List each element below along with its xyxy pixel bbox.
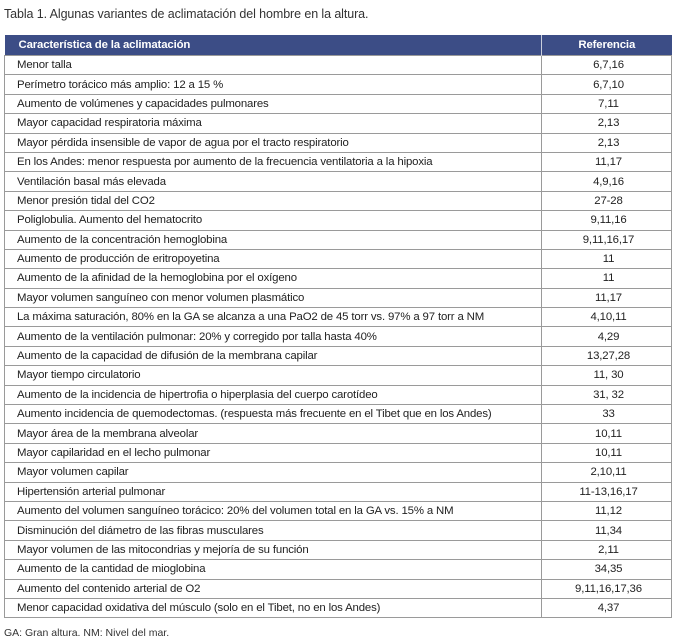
table-row bbox=[5, 327, 672, 346]
characteristic-cell: Aumento de la ventilación pulmonar: 20% y corregido por talla hasta 40% bbox=[5, 327, 542, 346]
table-row bbox=[5, 443, 672, 462]
reference-cell: 11,34 bbox=[542, 521, 672, 540]
header-characteristic: Característica de la aclimatación bbox=[5, 35, 542, 56]
characteristic-cell: Aumento de producción de eritropoyetina bbox=[5, 249, 542, 268]
table-row bbox=[5, 366, 672, 385]
table-row bbox=[5, 269, 672, 288]
table-header-row bbox=[5, 35, 672, 56]
reference-cell: 11,17 bbox=[542, 288, 672, 307]
table-row bbox=[5, 94, 672, 113]
characteristic-cell: Mayor área de la membrana alveolar bbox=[5, 424, 542, 443]
characteristic-cell: Poliglobulia. Aumento del hematocrito bbox=[5, 211, 542, 230]
characteristic-cell: Aumento del volumen sanguíneo torácico: 20% del volumen total en la GA vs. 15% a NM bbox=[5, 501, 542, 520]
table-row bbox=[5, 249, 672, 268]
characteristic-cell: Mayor capilaridad en el lecho pulmonar bbox=[5, 443, 542, 462]
reference-cell: 7,11 bbox=[542, 94, 672, 113]
characteristic-cell: Aumento de la afinidad de la hemoglobina por el oxígeno bbox=[5, 269, 542, 288]
table-row bbox=[5, 521, 672, 540]
characteristic-cell: Menor capacidad oxidativa del músculo (solo en el Tibet, no en los Andes) bbox=[5, 598, 542, 617]
table-row bbox=[5, 288, 672, 307]
table-caption: Tabla 1. Algunas variantes de aclimatación del hombre en la altura. bbox=[4, 7, 369, 21]
characteristic-cell: Aumento de la capacidad de difusión de la membrana capilar bbox=[5, 346, 542, 365]
characteristic-cell: Menor presión tidal del CO2 bbox=[5, 191, 542, 210]
reference-cell: 10,11 bbox=[542, 424, 672, 443]
characteristic-cell: Aumento del contenido arterial de O2 bbox=[5, 579, 542, 598]
table-row bbox=[5, 75, 672, 94]
table-row bbox=[5, 56, 672, 75]
characteristic-cell: Ventilación basal más elevada bbox=[5, 172, 542, 191]
characteristic-cell: Mayor pérdida insensible de vapor de agua por el tracto respiratorio bbox=[5, 133, 542, 152]
reference-cell: 11,17 bbox=[542, 152, 672, 171]
characteristic-cell: Aumento de volúmenes y capacidades pulmonares bbox=[5, 94, 542, 113]
reference-cell: 6,7,16 bbox=[542, 56, 672, 75]
reference-cell: 4,37 bbox=[542, 598, 672, 617]
table-row bbox=[5, 230, 672, 249]
reference-cell: 4,29 bbox=[542, 327, 672, 346]
reference-cell: 34,35 bbox=[542, 560, 672, 579]
characteristic-cell: Perímetro torácico más amplio: 12 a 15 % bbox=[5, 75, 542, 94]
table-row bbox=[5, 346, 672, 365]
characteristic-cell: Aumento de la cantidad de mioglobina bbox=[5, 560, 542, 579]
reference-cell: 9,11,16,17 bbox=[542, 230, 672, 249]
reference-cell: 2,11 bbox=[542, 540, 672, 559]
reference-cell: 11 bbox=[542, 269, 672, 288]
reference-cell: 13,27,28 bbox=[542, 346, 672, 365]
table-row bbox=[5, 560, 672, 579]
table-footnote: GA: Gran altura. NM: Nivel del mar. bbox=[4, 627, 170, 639]
table-row bbox=[5, 540, 672, 559]
characteristic-cell: Aumento de la concentración hemoglobina bbox=[5, 230, 542, 249]
characteristic-cell: Menor talla bbox=[5, 56, 542, 75]
table-body bbox=[5, 56, 672, 618]
table-row bbox=[5, 405, 672, 424]
table-row bbox=[5, 308, 672, 327]
table-row bbox=[5, 385, 672, 404]
table-row bbox=[5, 424, 672, 443]
reference-cell: 4,9,16 bbox=[542, 172, 672, 191]
reference-cell: 2,13 bbox=[542, 114, 672, 133]
characteristic-cell: Mayor tiempo circulatorio bbox=[5, 366, 542, 385]
reference-cell: 6,7,10 bbox=[542, 75, 672, 94]
reference-cell: 10,11 bbox=[542, 443, 672, 462]
characteristic-cell: La máxima saturación, 80% en la GA se alcanza a una PaO2 de 45 torr vs. 97% a 97 torr a NM bbox=[5, 308, 542, 327]
characteristic-cell: Disminución del diámetro de las fibras musculares bbox=[5, 521, 542, 540]
reference-cell: 9,11,16,17,36 bbox=[542, 579, 672, 598]
characteristic-cell: Mayor volumen sanguíneo con menor volumen plasmático bbox=[5, 288, 542, 307]
characteristic-cell: Mayor volumen capilar bbox=[5, 463, 542, 482]
table-row bbox=[5, 211, 672, 230]
header-reference: Referencia bbox=[542, 35, 672, 56]
table-row bbox=[5, 463, 672, 482]
table-row bbox=[5, 133, 672, 152]
reference-cell: 2,10,11 bbox=[542, 463, 672, 482]
reference-cell: 11 bbox=[542, 249, 672, 268]
reference-cell: 33 bbox=[542, 405, 672, 424]
table-row bbox=[5, 579, 672, 598]
table-row bbox=[5, 598, 672, 617]
characteristic-cell: Aumento incidencia de quemodectomas. (respuesta más frecuente en el Tibet que en los Andes) bbox=[5, 405, 542, 424]
reference-cell: 11,12 bbox=[542, 501, 672, 520]
table-row bbox=[5, 152, 672, 171]
table-row bbox=[5, 191, 672, 210]
characteristic-cell: En los Andes: menor respuesta por aumento de la frecuencia ventilatoria a la hipoxia bbox=[5, 152, 542, 171]
reference-cell: 9,11,16 bbox=[542, 211, 672, 230]
table-row bbox=[5, 172, 672, 191]
acclimatization-table bbox=[4, 35, 672, 618]
table-row bbox=[5, 482, 672, 501]
reference-cell: 27-28 bbox=[542, 191, 672, 210]
characteristic-cell: Mayor capacidad respiratoria máxima bbox=[5, 114, 542, 133]
reference-cell: 4,10,11 bbox=[542, 308, 672, 327]
reference-cell: 11-13,16,17 bbox=[542, 482, 672, 501]
characteristic-cell: Mayor volumen de las mitocondrias y mejoría de su función bbox=[5, 540, 542, 559]
table-row bbox=[5, 501, 672, 520]
characteristic-cell: Hipertensión arterial pulmonar bbox=[5, 482, 542, 501]
reference-cell: 11, 30 bbox=[542, 366, 672, 385]
reference-cell: 31, 32 bbox=[542, 385, 672, 404]
reference-cell: 2,13 bbox=[542, 133, 672, 152]
table-row bbox=[5, 114, 672, 133]
characteristic-cell: Aumento de la incidencia de hipertrofia o hiperplasia del cuerpo carotídeo bbox=[5, 385, 542, 404]
